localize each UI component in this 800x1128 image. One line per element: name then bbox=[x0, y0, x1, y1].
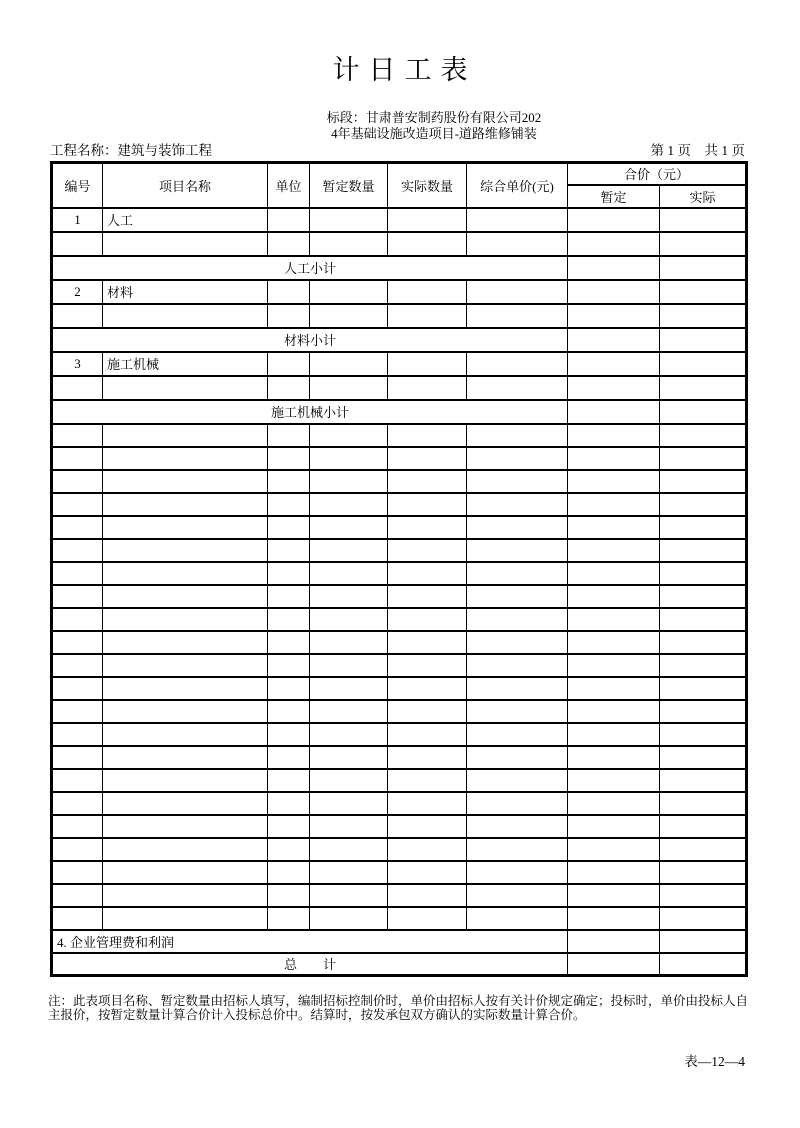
empty-cell bbox=[388, 280, 467, 304]
amount-provisional-cell bbox=[568, 930, 660, 953]
empty-cell bbox=[660, 304, 747, 328]
project-name: 工程名称：建筑与装饰工程 bbox=[50, 143, 212, 158]
empty-cell bbox=[467, 723, 568, 746]
empty-cell bbox=[103, 861, 268, 884]
empty-cell bbox=[660, 447, 747, 470]
empty-cell bbox=[52, 447, 103, 470]
empty-cell bbox=[568, 352, 660, 376]
empty-cell bbox=[103, 447, 268, 470]
empty-cell bbox=[660, 539, 747, 562]
empty-cell bbox=[388, 539, 467, 562]
table-row bbox=[52, 539, 747, 562]
empty-cell bbox=[103, 376, 268, 400]
empty-cell bbox=[103, 769, 268, 792]
empty-cell bbox=[388, 769, 467, 792]
empty-cell bbox=[660, 585, 747, 608]
empty-cell bbox=[310, 700, 388, 723]
empty-cell bbox=[103, 304, 268, 328]
empty-cell bbox=[268, 815, 310, 838]
empty-cell bbox=[310, 815, 388, 838]
empty-cell bbox=[467, 746, 568, 769]
empty-cell bbox=[52, 232, 103, 256]
empty-cell bbox=[388, 723, 467, 746]
row-number-cell: 1 bbox=[52, 208, 103, 232]
empty-cell bbox=[568, 838, 660, 861]
total-label-cell: 总 计 bbox=[52, 953, 568, 976]
empty-cell bbox=[568, 723, 660, 746]
empty-cell bbox=[268, 208, 310, 232]
empty-cell bbox=[268, 746, 310, 769]
section-label-line2: 4年基础设施改造项目-道路维修铺装 bbox=[331, 125, 537, 141]
table-row bbox=[52, 424, 747, 447]
table-header-row-1 bbox=[52, 163, 747, 185]
empty-cell bbox=[103, 631, 268, 654]
section-label bbox=[308, 110, 560, 141]
empty-cell bbox=[310, 232, 388, 256]
empty-cell bbox=[660, 815, 747, 838]
empty-cell bbox=[268, 539, 310, 562]
empty-cell bbox=[52, 376, 103, 400]
item-name-cell: 材料 bbox=[103, 280, 268, 304]
empty-cell bbox=[52, 608, 103, 631]
empty-cell bbox=[568, 631, 660, 654]
empty-cell bbox=[103, 677, 268, 700]
empty-cell bbox=[268, 792, 310, 815]
empty-cell bbox=[310, 208, 388, 232]
empty-cell bbox=[103, 470, 268, 493]
empty-cell bbox=[103, 815, 268, 838]
empty-cell bbox=[310, 792, 388, 815]
empty-cell bbox=[310, 539, 388, 562]
empty-cell bbox=[52, 631, 103, 654]
empty-cell bbox=[568, 447, 660, 470]
empty-cell bbox=[388, 677, 467, 700]
empty-cell bbox=[388, 447, 467, 470]
empty-cell bbox=[268, 884, 310, 907]
table-row bbox=[52, 861, 747, 884]
empty-cell bbox=[388, 746, 467, 769]
amount-provisional-cell bbox=[568, 328, 660, 352]
empty-cell bbox=[52, 792, 103, 815]
empty-cell bbox=[268, 562, 310, 585]
empty-cell bbox=[103, 838, 268, 861]
empty-cell bbox=[467, 838, 568, 861]
amount-provisional-cell bbox=[568, 256, 660, 280]
col-header-item-name: 项目名称 bbox=[103, 163, 268, 208]
empty-cell bbox=[568, 516, 660, 539]
empty-cell bbox=[467, 769, 568, 792]
col-header-actual-qty: 实际数量 bbox=[388, 163, 467, 208]
empty-cell bbox=[388, 838, 467, 861]
empty-cell bbox=[568, 493, 660, 516]
table-row bbox=[52, 328, 747, 352]
empty-cell bbox=[310, 907, 388, 930]
empty-cell bbox=[268, 352, 310, 376]
empty-cell bbox=[103, 654, 268, 677]
empty-cell bbox=[388, 493, 467, 516]
empty-cell bbox=[568, 884, 660, 907]
empty-cell bbox=[52, 700, 103, 723]
empty-cell bbox=[467, 585, 568, 608]
empty-cell bbox=[660, 280, 747, 304]
empty-cell bbox=[660, 769, 747, 792]
table-row bbox=[52, 907, 747, 930]
empty-cell bbox=[310, 304, 388, 328]
empty-cell bbox=[268, 470, 310, 493]
empty-cell bbox=[52, 539, 103, 562]
empty-cell bbox=[310, 631, 388, 654]
empty-cell bbox=[568, 585, 660, 608]
empty-cell bbox=[103, 608, 268, 631]
empty-cell bbox=[388, 562, 467, 585]
fee-label-cell: 4. 企业管理费和利润 bbox=[52, 930, 568, 953]
empty-cell bbox=[388, 861, 467, 884]
amount-actual-cell bbox=[660, 953, 747, 976]
empty-cell bbox=[268, 304, 310, 328]
table-row bbox=[52, 280, 747, 304]
row-number-cell: 2 bbox=[52, 280, 103, 304]
table-row bbox=[52, 208, 747, 232]
empty-cell bbox=[103, 516, 268, 539]
empty-cell bbox=[660, 608, 747, 631]
empty-cell bbox=[388, 815, 467, 838]
empty-cell bbox=[660, 907, 747, 930]
empty-cell bbox=[310, 608, 388, 631]
empty-cell bbox=[467, 815, 568, 838]
empty-cell bbox=[467, 352, 568, 376]
empty-cell bbox=[568, 654, 660, 677]
empty-cell bbox=[310, 352, 388, 376]
empty-cell bbox=[660, 654, 747, 677]
empty-cell bbox=[467, 447, 568, 470]
empty-cell bbox=[268, 493, 310, 516]
table-row bbox=[52, 256, 747, 280]
empty-cell bbox=[310, 723, 388, 746]
amount-actual-cell bbox=[660, 328, 747, 352]
empty-cell bbox=[568, 232, 660, 256]
empty-cell bbox=[103, 562, 268, 585]
empty-cell bbox=[310, 746, 388, 769]
col-header-unit-price: 综合单价(元) bbox=[467, 163, 568, 208]
empty-cell bbox=[103, 792, 268, 815]
empty-cell bbox=[660, 562, 747, 585]
col-header-total-provisional: 暂定 bbox=[568, 185, 660, 208]
empty-cell bbox=[103, 723, 268, 746]
empty-cell bbox=[660, 232, 747, 256]
col-header-number: 编号 bbox=[52, 163, 103, 208]
empty-cell bbox=[568, 304, 660, 328]
subtotal-label-cell: 人工小计 bbox=[52, 256, 568, 280]
empty-cell bbox=[660, 884, 747, 907]
empty-cell bbox=[52, 493, 103, 516]
amount-actual-cell bbox=[660, 256, 747, 280]
empty-cell bbox=[268, 232, 310, 256]
col-header-total-price-group: 合价（元） bbox=[568, 163, 747, 185]
empty-cell bbox=[103, 493, 268, 516]
empty-cell bbox=[52, 654, 103, 677]
empty-cell bbox=[388, 352, 467, 376]
empty-cell bbox=[467, 424, 568, 447]
empty-cell bbox=[52, 838, 103, 861]
empty-cell bbox=[103, 539, 268, 562]
empty-cell bbox=[310, 280, 388, 304]
empty-cell bbox=[388, 585, 467, 608]
empty-cell bbox=[568, 769, 660, 792]
info-row bbox=[50, 143, 745, 159]
empty-cell bbox=[103, 884, 268, 907]
empty-cell bbox=[268, 654, 310, 677]
empty-cell bbox=[568, 677, 660, 700]
empty-cell bbox=[568, 208, 660, 232]
empty-cell bbox=[568, 815, 660, 838]
table-row bbox=[52, 304, 747, 328]
amount-actual-cell bbox=[660, 400, 747, 424]
empty-cell bbox=[52, 907, 103, 930]
table-row bbox=[52, 769, 747, 792]
empty-cell bbox=[268, 861, 310, 884]
empty-cell bbox=[388, 792, 467, 815]
empty-cell bbox=[310, 677, 388, 700]
empty-cell bbox=[103, 424, 268, 447]
empty-cell bbox=[467, 470, 568, 493]
empty-cell bbox=[467, 907, 568, 930]
empty-cell bbox=[388, 700, 467, 723]
table-row bbox=[52, 400, 747, 424]
empty-cell bbox=[388, 907, 467, 930]
table-body bbox=[52, 208, 747, 976]
empty-cell bbox=[310, 516, 388, 539]
empty-cell bbox=[568, 608, 660, 631]
empty-cell bbox=[568, 792, 660, 815]
empty-cell bbox=[268, 700, 310, 723]
empty-cell bbox=[568, 470, 660, 493]
empty-cell bbox=[568, 562, 660, 585]
empty-cell bbox=[660, 376, 747, 400]
empty-cell bbox=[467, 208, 568, 232]
table-row bbox=[52, 631, 747, 654]
table-row bbox=[52, 884, 747, 907]
empty-cell bbox=[660, 700, 747, 723]
empty-cell bbox=[268, 838, 310, 861]
table-row bbox=[52, 516, 747, 539]
empty-cell bbox=[52, 677, 103, 700]
empty-cell bbox=[310, 447, 388, 470]
table-row bbox=[52, 792, 747, 815]
col-header-unit: 单位 bbox=[268, 163, 310, 208]
table-row bbox=[52, 677, 747, 700]
empty-cell bbox=[660, 470, 747, 493]
empty-cell bbox=[388, 884, 467, 907]
empty-cell bbox=[268, 516, 310, 539]
empty-cell bbox=[660, 208, 747, 232]
empty-cell bbox=[268, 723, 310, 746]
empty-cell bbox=[568, 746, 660, 769]
empty-cell bbox=[52, 585, 103, 608]
empty-cell bbox=[568, 700, 660, 723]
table-row bbox=[52, 447, 747, 470]
empty-cell bbox=[660, 424, 747, 447]
table-row bbox=[52, 746, 747, 769]
empty-cell bbox=[660, 516, 747, 539]
empty-cell bbox=[52, 516, 103, 539]
empty-cell bbox=[467, 539, 568, 562]
empty-cell bbox=[467, 493, 568, 516]
empty-cell bbox=[467, 884, 568, 907]
empty-cell bbox=[103, 585, 268, 608]
empty-cell bbox=[310, 769, 388, 792]
empty-cell bbox=[52, 769, 103, 792]
subtotal-label-cell: 材料小计 bbox=[52, 328, 568, 352]
empty-cell bbox=[388, 608, 467, 631]
empty-cell bbox=[388, 304, 467, 328]
empty-cell bbox=[660, 746, 747, 769]
empty-cell bbox=[310, 861, 388, 884]
empty-cell bbox=[310, 838, 388, 861]
empty-cell bbox=[52, 562, 103, 585]
empty-cell bbox=[467, 304, 568, 328]
empty-cell bbox=[268, 280, 310, 304]
empty-cell bbox=[52, 470, 103, 493]
empty-cell bbox=[103, 700, 268, 723]
table-row bbox=[52, 585, 747, 608]
empty-cell bbox=[660, 493, 747, 516]
daywork-table bbox=[50, 161, 748, 977]
empty-cell bbox=[467, 280, 568, 304]
empty-cell bbox=[388, 232, 467, 256]
empty-cell bbox=[467, 608, 568, 631]
table-row bbox=[52, 232, 747, 256]
table-row bbox=[52, 838, 747, 861]
empty-cell bbox=[568, 539, 660, 562]
empty-cell bbox=[310, 884, 388, 907]
empty-cell bbox=[103, 232, 268, 256]
item-name-cell: 人工 bbox=[103, 208, 268, 232]
empty-cell bbox=[568, 280, 660, 304]
empty-cell bbox=[660, 792, 747, 815]
empty-cell bbox=[660, 838, 747, 861]
empty-cell bbox=[310, 562, 388, 585]
table-row bbox=[52, 930, 747, 953]
empty-cell bbox=[52, 424, 103, 447]
table-row bbox=[52, 608, 747, 631]
table-row bbox=[52, 493, 747, 516]
empty-cell bbox=[568, 861, 660, 884]
table-row bbox=[52, 700, 747, 723]
empty-cell bbox=[310, 585, 388, 608]
empty-cell bbox=[568, 907, 660, 930]
amount-provisional-cell bbox=[568, 953, 660, 976]
empty-cell bbox=[268, 907, 310, 930]
subtotal-label-cell: 施工机械小计 bbox=[52, 400, 568, 424]
empty-cell bbox=[52, 746, 103, 769]
table-row bbox=[52, 562, 747, 585]
page-title: 计日工表 bbox=[332, 55, 477, 85]
empty-cell bbox=[467, 677, 568, 700]
empty-cell bbox=[310, 470, 388, 493]
empty-cell bbox=[268, 631, 310, 654]
empty-cell bbox=[103, 907, 268, 930]
empty-cell bbox=[52, 723, 103, 746]
empty-cell bbox=[268, 424, 310, 447]
col-header-provisional-qty: 暂定数量 bbox=[310, 163, 388, 208]
empty-cell bbox=[467, 232, 568, 256]
amount-actual-cell bbox=[660, 930, 747, 953]
empty-cell bbox=[467, 700, 568, 723]
empty-cell bbox=[660, 631, 747, 654]
footer-note: 注：此表项目名称、暂定数量由招标人填写，编制招标控制价时，单价由招标人按有关计价规定确定；投标时，单价由投标人自主报价，按暂定数量计算合价计入投标总价中。结算时，按发承包双方确认的实际数量计算合价。 bbox=[48, 994, 749, 1022]
empty-cell bbox=[310, 376, 388, 400]
empty-cell bbox=[52, 884, 103, 907]
empty-cell bbox=[310, 493, 388, 516]
empty-cell bbox=[388, 516, 467, 539]
empty-cell bbox=[388, 424, 467, 447]
empty-cell bbox=[467, 861, 568, 884]
empty-cell bbox=[568, 376, 660, 400]
empty-cell bbox=[310, 424, 388, 447]
empty-cell bbox=[568, 424, 660, 447]
table-row bbox=[52, 654, 747, 677]
empty-cell bbox=[467, 654, 568, 677]
form-number: 表—12—4 bbox=[684, 1054, 745, 1069]
empty-cell bbox=[467, 792, 568, 815]
empty-cell bbox=[268, 447, 310, 470]
empty-cell bbox=[388, 208, 467, 232]
item-name-cell: 施工机械 bbox=[103, 352, 268, 376]
table-row bbox=[52, 352, 747, 376]
table-row bbox=[52, 815, 747, 838]
empty-cell bbox=[268, 585, 310, 608]
empty-cell bbox=[660, 723, 747, 746]
empty-cell bbox=[467, 516, 568, 539]
empty-cell bbox=[52, 304, 103, 328]
empty-cell bbox=[268, 376, 310, 400]
empty-cell bbox=[388, 376, 467, 400]
empty-cell bbox=[268, 769, 310, 792]
empty-cell bbox=[103, 746, 268, 769]
empty-cell bbox=[388, 654, 467, 677]
table-row bbox=[52, 953, 747, 976]
table-row bbox=[52, 723, 747, 746]
empty-cell bbox=[52, 815, 103, 838]
empty-cell bbox=[388, 631, 467, 654]
empty-cell bbox=[467, 631, 568, 654]
empty-cell bbox=[388, 470, 467, 493]
table-row bbox=[52, 470, 747, 493]
row-number-cell: 3 bbox=[52, 352, 103, 376]
empty-cell bbox=[268, 608, 310, 631]
empty-cell bbox=[310, 654, 388, 677]
empty-cell bbox=[467, 562, 568, 585]
empty-cell bbox=[660, 861, 747, 884]
empty-cell bbox=[268, 677, 310, 700]
amount-provisional-cell bbox=[568, 400, 660, 424]
empty-cell bbox=[467, 376, 568, 400]
table-row bbox=[52, 376, 747, 400]
col-header-total-actual: 实际 bbox=[660, 185, 747, 208]
empty-cell bbox=[52, 861, 103, 884]
page-indicator: 第 1 页 共 1 页 bbox=[650, 143, 745, 158]
empty-cell bbox=[660, 677, 747, 700]
section-label-line1: 标段：甘肃普安制药股份有限公司202 bbox=[326, 110, 542, 125]
empty-cell bbox=[660, 352, 747, 376]
